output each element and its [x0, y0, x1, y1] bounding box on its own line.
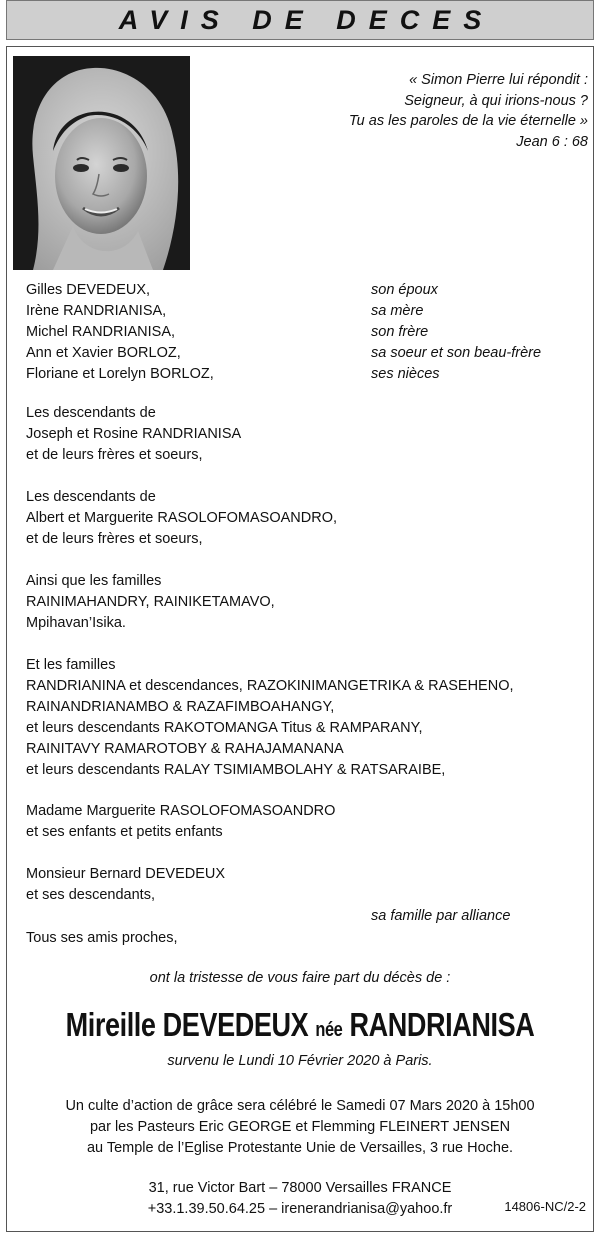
deceased-first-name: Mireille DEVEDEUX: [65, 1006, 309, 1043]
page-title: AVIS DE DECES: [118, 4, 495, 35]
announcement-line: ont la tristesse de vous faire part du décès de :: [149, 970, 451, 986]
text-line: RAINITAVY RAMAROTOBY & RAHAJAMANANA: [26, 741, 344, 757]
deceased-name: [54, 1006, 546, 1044]
deceased-maiden-name: RANDRIANISA: [349, 1006, 535, 1043]
families-block-1: [26, 571, 275, 634]
monsieur-block: [26, 864, 225, 906]
text-line: RAINANDRIANAMBO & RAZAFIMBOAHANGY,: [26, 699, 335, 715]
family-name: Michel RANDRIANISA,: [26, 324, 176, 340]
family-row: [26, 280, 586, 301]
text-line: Et les familles: [26, 657, 116, 673]
family-relation: son époux: [371, 282, 438, 298]
descendants-block-2: [26, 487, 337, 550]
text-line: et de leurs frères et soeurs,: [26, 447, 203, 463]
family-relation: ses nièces: [371, 366, 440, 382]
text-line: Albert et Marguerite RASOLOFOMASOANDRO,: [26, 510, 338, 526]
family-row: [26, 301, 586, 322]
friends-line: Tous ses amis proches,: [26, 930, 178, 946]
quote-line: Tu as les paroles de la vie éternelle »: [348, 113, 588, 129]
reference-code: 14806-NC/2-2: [504, 1199, 586, 1214]
text-line: Les descendants de: [26, 405, 156, 421]
family-row: [26, 364, 586, 385]
text-line: et de leurs frères et soeurs,: [26, 531, 203, 547]
text-line: RANDRIANINA et descendances, RAZOKINIMANGETRIKA & RASEHENO,: [26, 678, 514, 694]
text-line: Ainsi que les familles: [26, 573, 162, 589]
descendants-block-1: [26, 403, 241, 466]
portrait-photo: [13, 56, 190, 270]
family-row: [26, 322, 586, 343]
family-name: Irène RANDRIANISA,: [26, 303, 167, 319]
family-list: [26, 280, 586, 385]
text-line: Les descendants de: [26, 489, 156, 505]
text-line: et leurs descendants RALAY TSIMIAMBOLAHY & RATSARAIBE,: [26, 762, 446, 778]
madame-block: [26, 801, 335, 843]
text-line: et ses enfants et petits enfants: [26, 824, 223, 840]
families-block-2: [26, 655, 514, 781]
family-relation: sa soeur et son beau-frère: [371, 345, 542, 361]
text-line: et leurs descendants RAKOTOMANGA Titus & RAMPARANY,: [26, 720, 423, 736]
portrait-image: [13, 56, 190, 270]
death-date-line: survenu le Lundi 10 Février 2020 à Paris.: [167, 1053, 433, 1069]
quote-line: Seigneur, à qui irions-nous ?: [404, 92, 588, 109]
text-line: RAINIMAHANDRY, RAINIKETAMAVO,: [26, 594, 275, 610]
family-name: Ann et Xavier BORLOZ,: [26, 345, 181, 361]
bible-quote: [288, 70, 588, 152]
family-relation: son frère: [371, 324, 429, 340]
quote-reference: Jean 6 : 68: [516, 133, 588, 150]
family-name: Gilles DEVEDEUX,: [26, 282, 151, 298]
family-relation: sa mère: [371, 303, 424, 319]
address-line: 31, rue Victor Bart – 78000 Versailles FRANCE: [148, 1180, 452, 1196]
service-details: [0, 1096, 600, 1159]
alliance-relation: sa famille par alliance: [371, 908, 511, 924]
service-line: Un culte d’action de grâce sera célébré le Samedi 07 Mars 2020 à 15h00: [65, 1098, 535, 1114]
text-line: Joseph et Rosine RANDRIANISA: [26, 426, 242, 442]
family-row: [26, 343, 586, 364]
contact-line: +33.1.39.50.64.25 – irenerandrianisa@yahoo.fr: [147, 1201, 453, 1217]
service-line: au Temple de l’Eglise Protestante Unie de Versailles, 3 rue Hoche.: [86, 1140, 514, 1156]
header-bar: [6, 0, 594, 40]
text-line: Mpihavan’Isika.: [26, 615, 126, 631]
text-line: et ses descendants,: [26, 887, 155, 903]
text-line: Madame Marguerite RASOLOFOMASOANDRO: [26, 803, 336, 819]
deceased-nee: née: [315, 1019, 343, 1041]
quote-line: « Simon Pierre lui répondit :: [409, 72, 588, 88]
family-name: Floriane et Lorelyn BORLOZ,: [26, 366, 214, 382]
service-line: par les Pasteurs Eric GEORGE et Flemming FLEINERT JENSEN: [89, 1119, 511, 1135]
text-line: Monsieur Bernard DEVEDEUX: [26, 866, 226, 882]
